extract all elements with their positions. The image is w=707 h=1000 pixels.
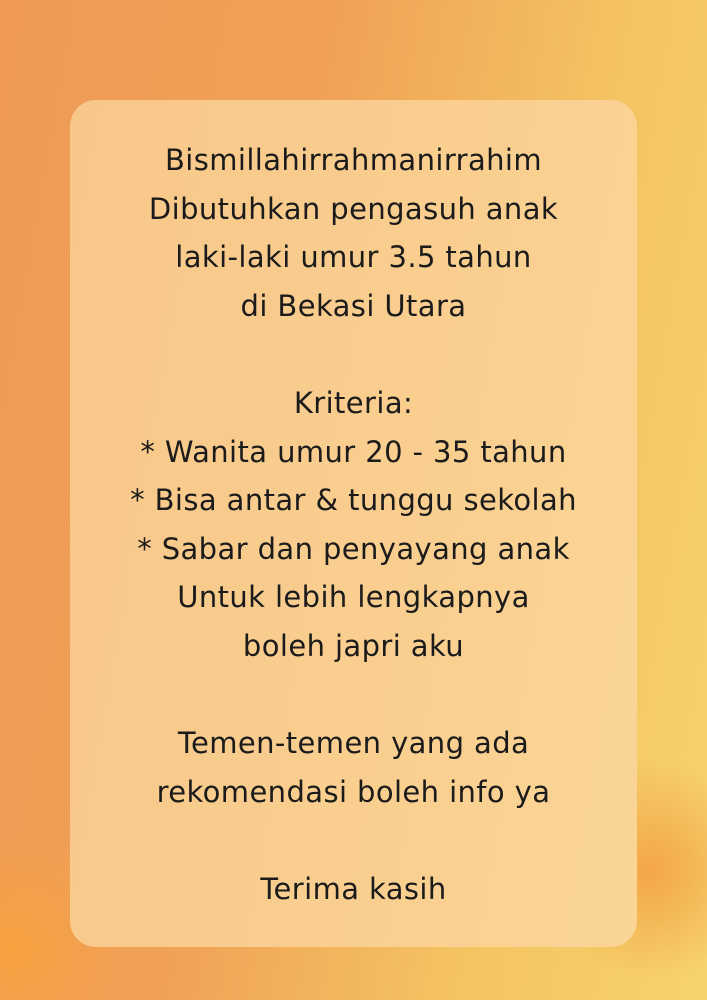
- spacer: [70, 671, 637, 720]
- closing-line-1: Temen-temen yang ada: [177, 726, 530, 761]
- intro-line-dibutuhkan: Dibutuhkan pengasuh anak: [148, 191, 559, 226]
- intro-line-umur: laki-laki umur 3.5 tahun: [175, 240, 532, 275]
- intro-line-bismillah: Bismillahirrahmanirrahim: [164, 143, 543, 177]
- criteria-heading: Kriteria:: [293, 385, 414, 420]
- spacer: [70, 330, 637, 379]
- criteria-item-1: * Wanita umur 20 - 35 tahun: [140, 434, 567, 469]
- flyer-card: [70, 100, 637, 947]
- contact-line-2: boleh japri aku: [242, 628, 465, 663]
- closing-line-2: rekomendasi boleh info ya: [156, 774, 551, 809]
- criteria-item-2: * Bisa antar & tunggu sekolah: [130, 483, 577, 518]
- criteria-item-3: * Sabar dan penyayang anak: [137, 531, 570, 566]
- spacer: [70, 816, 637, 865]
- intro-line-lokasi: di Bekasi Utara: [240, 288, 467, 323]
- thanks-line: Terima kasih: [260, 871, 447, 906]
- contact-line-1: Untuk lebih lengkapnya: [177, 580, 530, 615]
